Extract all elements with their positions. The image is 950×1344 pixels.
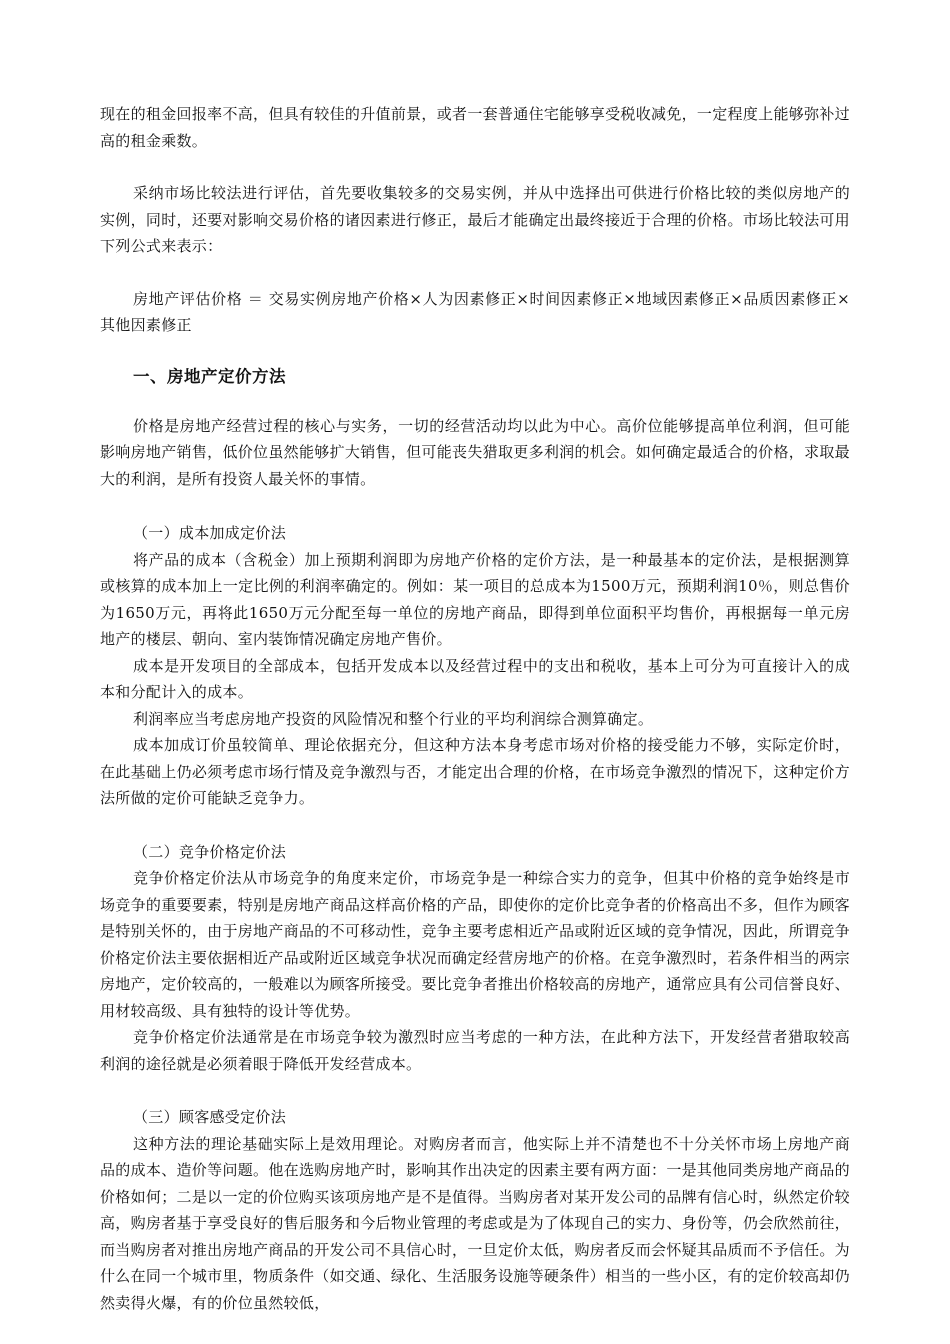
spacer — [100, 260, 850, 286]
perceived-value-paragraph-1: 这种方法的理论基础实际上是效用理论。对购房者而言，他实际上并不清楚也不十分关怀市场上房地产商品的成本、造价等问题。他在选购房地产时，影响其作出决定的因素主要有两方面：一是其他同类房地产商品的价格如何；二是以一定的价位购买该项房地产是不是值得。当购房者对某开发公司的品牌有信心时，纵然定价较高，购房者基于享受良好的售后服务和今后物业管理的考虑或是为了体现自己的实力、身份等，仍会欣然前往，而当购房者对推出房地产商品的开发公司不具信心时，一旦定价太低，购房者反而会怀疑其品质而不予信任。为什么在同一个城市里，物质条件（如交通、绿化、生活服务设施等硬条件）相当的一些小区，有的定价较高却仍然卖得火爆，有的价位虽然较低， — [100, 1134, 850, 1312]
spacer — [100, 391, 850, 413]
spacer — [100, 154, 850, 180]
subheading-competitive-pricing: （二）竞争价格定价法 — [133, 842, 287, 861]
cost-plus-paragraph-1: 将产品的成本（含税金）加上预期利润即为房地产价格的定价方法，是一种最基本的定价法，是根据测算或核算的成本加上一定比例的利润率确定的。例如：某一项目的总成本为1500万元，预期利润10％，则总售价为1650万元，再将此1650万元分配至每一单位的房地产商品，即得到单位面积平均售价，再根据每一单元房地产的楼层、朝向、室内装饰情况确定房地产售价。 — [100, 550, 850, 648]
subheading-cost-plus: （一）成本加成定价法 — [133, 524, 287, 542]
valuation-formula: 房地产评估价格 ＝ 交易实例房地产价格×人为因素修正×时间因素修正×地域因素修正×品质因素修正×其他因素修正 — [100, 289, 850, 334]
spacer — [100, 1077, 850, 1104]
spacer — [100, 492, 850, 520]
spacer — [100, 339, 850, 363]
subheading-perceived-value: （三）顾客感受定价法 — [133, 1108, 287, 1126]
intro-paragraph-2: 采纳市场比较法进行评估，首先要收集较多的交易实例，并从中选择出可供进行价格比较的类似房地产的实例，同时，还要对影响交易价格的诸因素进行修正，最后才能确定出最终接近于合理的价格。市场比较法可用下列公式来表示： — [100, 184, 850, 255]
competitive-pricing-paragraph-2: 竞争价格定价法通常是在市场竞争较为激烈时应当考虑的一种方法，在此种方法下，开发经营者猎取较高利润的途径就是必须着眼于降低开发经营成本。 — [100, 1028, 850, 1073]
section-intro-paragraph: 价格是房地产经营过程的核心与实务，一切的经营活动均以此为中心。高价位能够提高单位利润，但可能影响房地产销售，低价位虽然能够扩大销售，但可能丧失猎取更多利润的机会。如何确定最适合的价格，求取最大的利润，是所有投资人最关怀的事情。 — [100, 416, 850, 488]
cost-plus-paragraph-2: 成本是开发项目的全部成本，包括开发成本以及经营过程中的支出和税收，基本上可分为可直接计入的成本和分配计入的成本。 — [100, 656, 850, 701]
spacer — [100, 812, 850, 839]
cost-plus-paragraph-4: 成本加成订价虽较简单、理论依据充分，但这种方法本身考虑市场对价格的接受能力不够，实际定价时，在此基础上仍必须考虑市场行情及竞争激烈与否，才能定出合理的价格，在市场竞争激烈的情况下，这种定价方法所做的定价可能缺乏竞争力。 — [100, 736, 850, 807]
cost-plus-paragraph-3: 利润率应当考虑房地产投资的风险情况和整个行业的平均利润综合测算确定。 — [133, 709, 654, 728]
section-heading-pricing-methods: 一、房地产定价方法 — [133, 366, 286, 386]
intro-paragraph-1: 现在的租金回报率不高，但具有较佳的升值前景，或者一套普通住宅能够享受税收减免，一定程度上能够弥补过高的租金乘数。 — [100, 105, 850, 150]
competitive-pricing-paragraph-1: 竞争价格定价法从市场竞争的角度来定价，市场竞争是一种综合实力的竞争，但其中价格的竞争始终是市场竞争的重要要素，特别是房地产商品这样高价格的产品，即使你的定价比竞争者的价格高出不多，但作为顾客是特别关怀的，由于房地产商品的不可移动性，竞争主要考虑相近产品或附近区域的竞争情况，因此，所谓竞争价格定价法主要依据相近产品或附近区域竞争状况而确定经营房地产的价格。在竞争激烈时，若条件相当的两宗房地产，定价较高的，一般难以为顾客所接受。要比竞争者推出价格较高的房地产，通常应具有公司信誉良好、用材较高级、具有独特的设计等优势。 — [100, 869, 850, 1020]
